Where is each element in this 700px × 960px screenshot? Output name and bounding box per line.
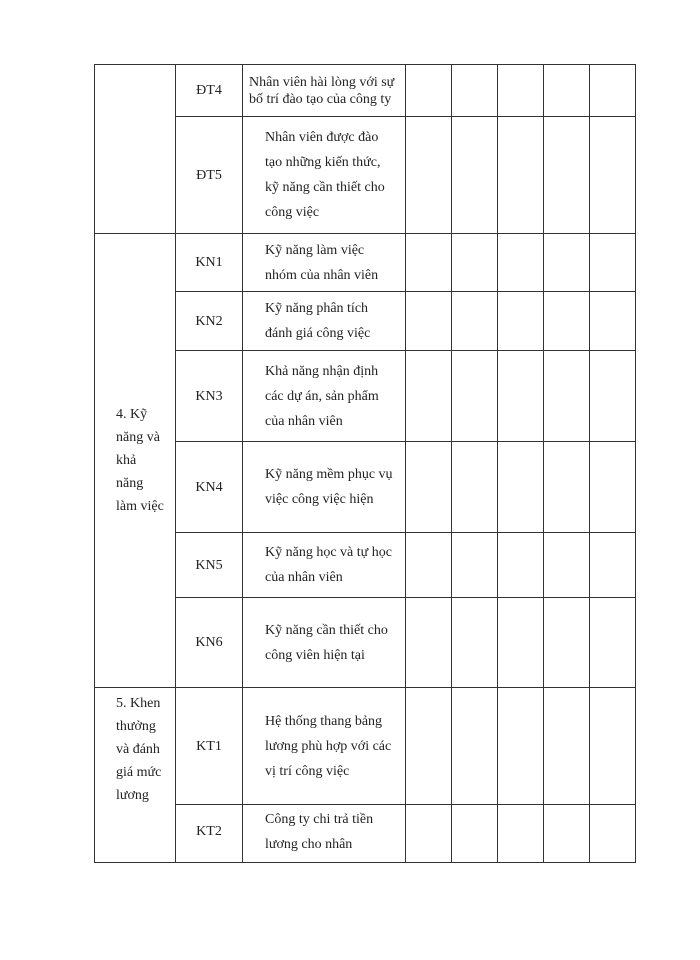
rating-cell <box>498 598 544 688</box>
table-row <box>95 442 636 533</box>
rating-cell <box>590 533 636 598</box>
rating-cell <box>590 805 636 863</box>
rating-cell <box>452 65 498 117</box>
rating-cell <box>590 442 636 533</box>
rating-cell <box>590 117 636 234</box>
item-text: Công ty chi trả tiền lương cho nhân <box>243 805 406 863</box>
rating-cell <box>406 442 452 533</box>
item-text: Kỹ năng học và tự học của nhân viên <box>243 533 406 598</box>
item-text: Kỹ năng cần thiết cho công viên hiện tại <box>243 598 406 688</box>
item-text: Khả năng nhận định các dự án, sản phẩm của nhân viên <box>243 351 406 442</box>
table-row <box>95 805 636 863</box>
rating-cell <box>544 292 590 351</box>
table-row <box>95 351 636 442</box>
group-label-clip <box>116 692 175 862</box>
table-row <box>95 65 636 117</box>
group-label: 5. Khen thưởng và đánh giá mức lương <box>116 696 162 803</box>
rating-cell <box>452 351 498 442</box>
table-row <box>95 292 636 351</box>
rating-cell <box>452 598 498 688</box>
rating-cell <box>498 442 544 533</box>
rating-cell <box>590 234 636 292</box>
rating-cell <box>544 117 590 234</box>
rating-cell <box>406 234 452 292</box>
rating-cell <box>544 688 590 805</box>
item-code: ĐT4 <box>176 65 243 117</box>
rating-cell <box>544 65 590 117</box>
rating-cell <box>544 234 590 292</box>
rating-cell <box>544 442 590 533</box>
item-text: Kỹ năng phân tích đánh giá công việc <box>243 292 406 351</box>
item-code: KN2 <box>176 292 243 351</box>
rating-cell <box>452 688 498 805</box>
item-code: KN4 <box>176 442 243 533</box>
item-code: KN5 <box>176 533 243 598</box>
rating-cell <box>452 234 498 292</box>
survey-table <box>94 64 636 863</box>
rating-cell <box>452 117 498 234</box>
rating-cell <box>498 117 544 234</box>
rating-cell <box>498 351 544 442</box>
rating-cell <box>590 292 636 351</box>
rating-cell <box>590 351 636 442</box>
item-text: Kỹ năng làm việc nhóm của nhân viên <box>243 234 406 292</box>
group-cell-skills <box>95 234 176 688</box>
item-code: KT1 <box>176 688 243 805</box>
item-code: KN6 <box>176 598 243 688</box>
rating-cell <box>406 533 452 598</box>
rating-cell <box>406 805 452 863</box>
rating-cell <box>452 533 498 598</box>
rating-cell <box>498 234 544 292</box>
rating-cell <box>406 292 452 351</box>
table-row <box>95 533 636 598</box>
item-text: Nhân viên hài lòng với sự bố trí đào tạo của công ty <box>243 65 406 117</box>
item-code: KN1 <box>176 234 243 292</box>
group-cell-rewards <box>95 688 176 863</box>
rating-cell <box>498 533 544 598</box>
rating-cell <box>544 805 590 863</box>
table-row <box>95 234 636 292</box>
rating-cell <box>544 533 590 598</box>
table-row <box>95 688 636 805</box>
item-text: Nhân viên được đào tạo những kiến thức, kỹ năng cần thiết cho công việc <box>243 117 406 234</box>
rating-cell <box>406 598 452 688</box>
item-text: Kỹ năng mềm phục vụ việc công việc hiện <box>243 442 406 533</box>
rating-cell <box>452 805 498 863</box>
item-code: KN3 <box>176 351 243 442</box>
rating-cell <box>590 598 636 688</box>
rating-cell <box>452 292 498 351</box>
rating-cell <box>406 117 452 234</box>
rating-cell <box>590 65 636 117</box>
rating-cell <box>406 688 452 805</box>
rating-cell <box>544 351 590 442</box>
table-row <box>95 598 636 688</box>
item-code: ĐT5 <box>176 117 243 234</box>
rating-cell <box>498 688 544 805</box>
table-row <box>95 117 636 234</box>
rating-cell <box>498 292 544 351</box>
rating-cell <box>498 805 544 863</box>
rating-cell <box>498 65 544 117</box>
rating-cell <box>544 598 590 688</box>
group-label: 4. Kỹ năng và khả năng làm việc <box>116 407 164 514</box>
rating-cell <box>452 442 498 533</box>
item-text: Hệ thống thang bảng lương phù hợp với các vị trí công việc <box>243 688 406 805</box>
rating-cell <box>406 351 452 442</box>
group-cell-training <box>95 65 176 234</box>
item-code: KT2 <box>176 805 243 863</box>
rating-cell <box>406 65 452 117</box>
rating-cell <box>590 688 636 805</box>
